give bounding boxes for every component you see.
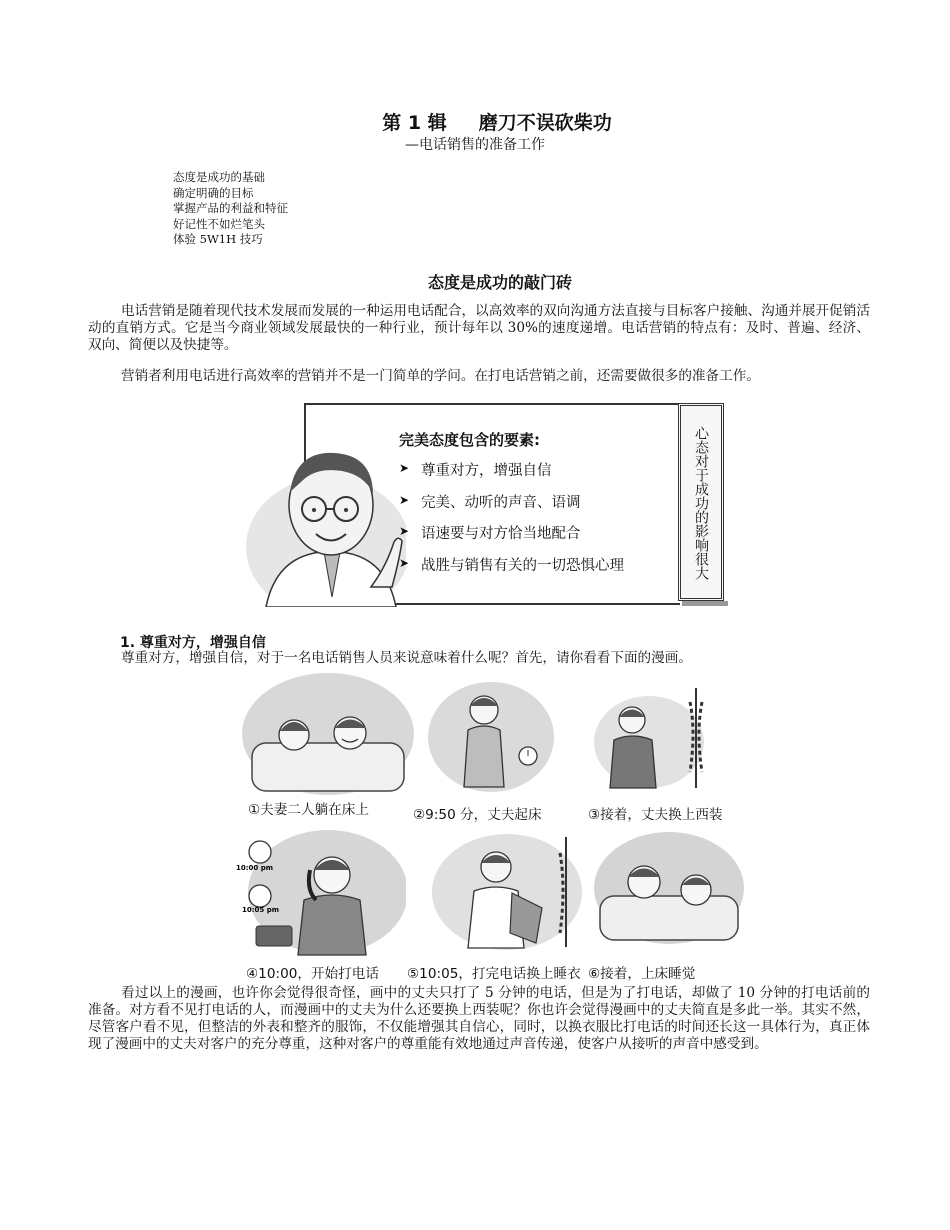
callout-heading: 完美态度包含的要素: bbox=[399, 431, 540, 449]
body-paragraph: 尊重对方，增强自信，对于一名电话销售人员来说意味着什么呢？首先，请你看看下面的漫画。 bbox=[121, 650, 692, 666]
callout-item-text: 完美、动听的声音、语调 bbox=[421, 494, 581, 511]
body-paragraph: 看过以上的漫画，也许你会觉得很奇怪，画中的丈夫只打了 5 分钟的电话，但是为了打电话，却做了 10 分钟的打电话前的准备。对方看不见打电话的人，而漫画中的丈夫为什么还要换上西装呢？你也许会觉得漫画中的丈夫简直是多此一举。其实不然，尽管客户看不见，但整洁的外表和整齐的服饰，不仅能增强其自信心，同时，以换衣服比打电话的时间还长这一具体行为，真正体现了漫画中的丈夫对客户的充分尊重，这种对客户的尊重能有效地通过声音传递，使客户从接听的声音中感受到。 bbox=[88, 985, 870, 1052]
comic-caption: ①夫妻二人躺在床上 bbox=[248, 802, 369, 818]
chapter-name: 磨刀不误砍柴功 bbox=[478, 112, 612, 134]
body-paragraph: 电话营销是随着现代技术发展而发展的一种运用电话配合，以高效率的双向沟通方法直接与目标客户接触、沟通并展开促销活动的直销方式。它是当今商业领域发展最快的一种行业，预计每年以 30%的速度递增。电话营销的特点有：及时、普遍、经济、双向、简便以及快捷等。 bbox=[88, 303, 870, 353]
callout-list-item bbox=[399, 491, 624, 523]
changing-pajamas-illustration bbox=[432, 833, 582, 951]
chapter-subtitle: —电话销售的准备工作 bbox=[405, 137, 545, 153]
outline-item: 好记性不如烂笔头 bbox=[173, 216, 265, 231]
subsection-heading: 1. 尊重对方，增强自信 bbox=[120, 635, 266, 651]
clock-label-1005: 10:05 pm bbox=[242, 906, 280, 914]
arrow-bullet-icon: ➤ bbox=[399, 492, 410, 507]
arrow-bullet-icon: ➤ bbox=[399, 524, 410, 538]
outline-item: 确定明确的目标 bbox=[173, 185, 254, 200]
comic-caption: ②9:50 分，丈夫起床 bbox=[413, 807, 542, 823]
comic-panel-6 bbox=[594, 832, 744, 944]
back-to-bed-illustration bbox=[594, 832, 744, 944]
comic-panel-2 bbox=[428, 682, 554, 792]
chapter-outline bbox=[173, 170, 288, 248]
chapter-title bbox=[0, 108, 950, 135]
husband-getting-up-illustration bbox=[428, 682, 554, 792]
chapter-number: 第 1 辑 bbox=[382, 112, 447, 134]
callout-item-text: 尊重对方，增强自信 bbox=[421, 463, 552, 479]
section-heading: 态度是成功的敲门砖 bbox=[427, 273, 572, 292]
comic-caption: ⑥接着，上床睡觉 bbox=[588, 966, 696, 982]
comic-caption: ⑤10:05，打完电话换上睡衣 bbox=[407, 966, 581, 982]
callout-shadow bbox=[682, 601, 728, 606]
comic-panel-4 bbox=[236, 830, 406, 960]
callout-side-panel bbox=[678, 403, 724, 601]
body-paragraph: 营销者利用电话进行高效率的营销并不是一门简单的学问。在打电话营销之前，还需要做很多的准备工作。 bbox=[121, 368, 760, 384]
comic-caption: ④10:00，开始打电话 bbox=[246, 966, 379, 982]
callout-list-item bbox=[399, 459, 624, 491]
couple-in-bed-illustration bbox=[242, 673, 414, 795]
outline-item: 掌握产品的利益和特征 bbox=[173, 201, 288, 216]
clock-label-1000: 10:00 pm bbox=[236, 864, 274, 872]
outline-item: 体验 5W1H 技巧 bbox=[173, 232, 263, 247]
comic-caption: ③接着，丈夫换上西装 bbox=[588, 807, 723, 823]
outline-item: 态度是成功的基础 bbox=[173, 170, 265, 184]
callout-item-text: 语速要与对方恰当地配合 bbox=[421, 526, 581, 542]
comic-panel-5 bbox=[432, 833, 582, 951]
comic-panel-3 bbox=[594, 682, 724, 792]
arrow-bullet-icon: ➤ bbox=[399, 461, 410, 475]
callout-list-item bbox=[399, 522, 624, 554]
arrow-bullet-icon: ➤ bbox=[399, 555, 410, 570]
phone-call-illustration bbox=[236, 830, 406, 960]
salesman-illustration bbox=[246, 437, 406, 607]
callout-item-text: 战胜与销售有关的一切恐惧心理 bbox=[421, 557, 624, 574]
attitude-callout bbox=[246, 403, 730, 606]
callout-list bbox=[399, 459, 624, 585]
callout-list-item bbox=[399, 554, 624, 586]
husband-dressing-illustration bbox=[594, 682, 724, 792]
comic-panel-1 bbox=[242, 673, 414, 795]
callout-side-text: 心态对于成功的影响很大 bbox=[693, 426, 709, 580]
